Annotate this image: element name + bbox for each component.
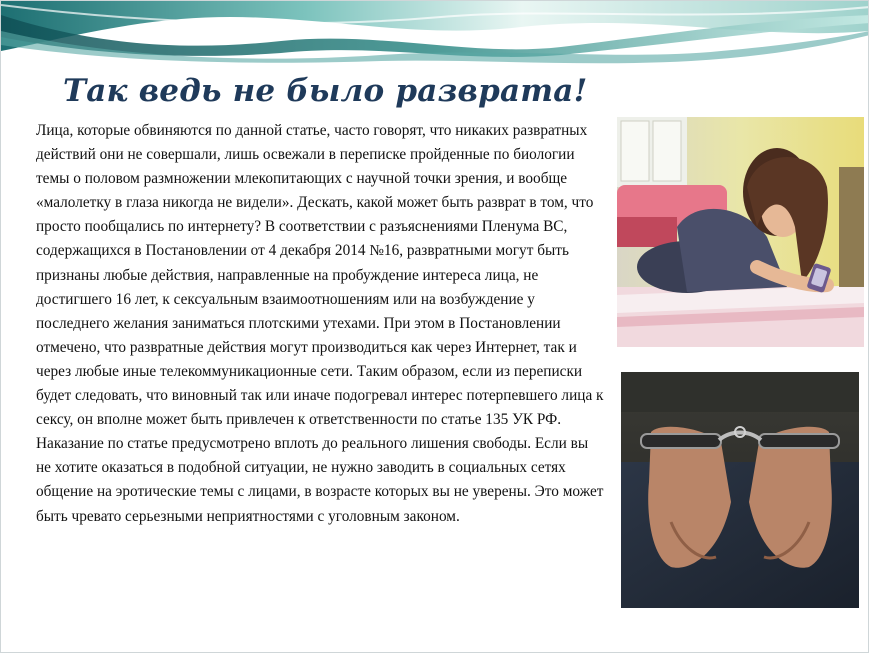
slide-body-text: Лица, которые обвиняются по данной статье, часто говорят, что никаких развратных действий они не совершали, лишь освежали в переписке пройденные по биологии темы о половом размножении млекопитающих с научной точки зрения, и вообще «малолетку в глаза никогда не видели». Дескать, какой может быть разврат в том, что просто пообщались по интернету? В соответствии с разъяснениями Пленума ВС, содержащихся в Постановлении от 4 декабря 2014 №16, развратными могут быть признаны любые действия, направленные на пробуждение интереса лица, не достигшего 16 лет, к сексуальным взаимоотношениям или на возбуждение у последнего желания заниматься плотскими утехами. При этом в Постановлении отмечено, что развратные действия могут производиться как через Интернет, так и через любые иные телекоммуникационные сети. Таким образом, если из переписки будет следовать, что виновный так или иначе подогревал интерес потерпевшего лица к сексу, он вполне может быть привлечен к ответственности по статье 135 УК РФ. Наказание по статье предусмотрено вплоть до реального лишения свободы. Если вы не хотите оказаться в подобной ситуации, не нужно заводить в социальных сетях общение на эротические темы с лицами, в возрасте которых вы не уверены. Это может быть чревато серьезными неприятностями с уголовным законом.: [36, 122, 604, 525]
wave-banner: [1, 1, 869, 65]
handcuffed-hands-illustration: [621, 372, 859, 608]
handcuffed-hands-photo: [621, 372, 859, 608]
girl-with-phone-photo: [617, 117, 864, 347]
slide-title: Так ведь не было разврата!: [63, 73, 588, 109]
girl-with-phone-illustration: [617, 117, 864, 347]
